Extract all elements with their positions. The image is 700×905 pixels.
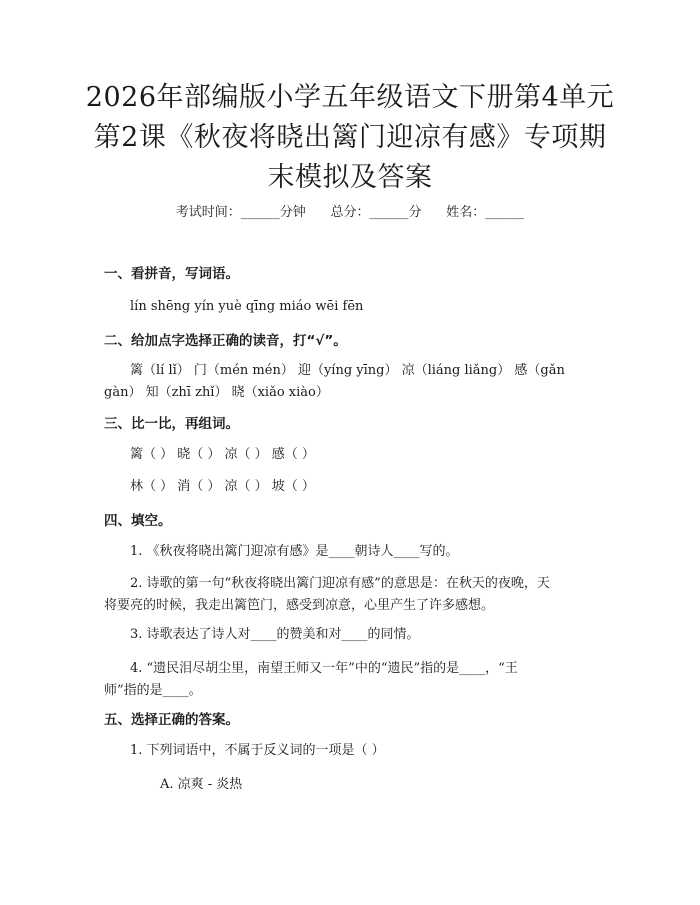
section-5-heading: 五、选择正确的答案。 [104, 712, 239, 728]
section-4-heading: 四、填空。 [104, 513, 172, 529]
section-2-heading: 二、给加点字选择正确的读音，打“√”。 [104, 333, 347, 349]
exam-meta-line: 考试时间：______分钟 总分：______分 姓名：______ [175, 205, 525, 220]
section-4-question-4-line-2: 师”指的是____。 [104, 683, 202, 698]
section-1-pinyin: lín shēng yín yuè qīng miáo wēi fēn [130, 299, 364, 314]
section-2-line-1: 篱（lí lǐ） 门（mén mén） 迎（yíng yīng） 凉（liáng liǎng） 感（gǎn [130, 363, 565, 378]
page-title [60, 78, 640, 198]
section-4-question-2-line-1: 2. 诗歌的第一句“秋夜将晓出篱门迎凉有感”的意思是：在秋天的夜晚，天 [130, 576, 550, 591]
section-3-heading: 三、比一比，再组词。 [104, 416, 239, 432]
section-5-option-a: A. 凉爽 - 炎热 [160, 777, 243, 792]
section-3-row-1: 篱（ ） 晓（ ） 凉（ ） 感（ ） [130, 447, 315, 462]
section-1-heading: 一、看拼音，写词语。 [104, 266, 239, 282]
title-line-1: 2026年部编版小学五年级语文下册第4单元 [85, 82, 615, 113]
section-4-question-4-line-1: 4. “遗民泪尽胡尘里，南望王师又一年”中的“遗民”指的是____，“王 [130, 661, 518, 676]
section-4-question-2-line-2: 将要亮的时候，我走出篱笆门，感受到凉意，心里产生了许多感想。 [104, 598, 495, 613]
section-2-line-2: gàn） 知（zhī zhǐ） 晓（xiǎo xiào） [104, 385, 329, 400]
title-line-2: 第2课《秋夜将晓出篱门迎凉有感》专项期 [93, 122, 607, 153]
section-5-question-1: 1. 下列词语中，不属于反义词的一项是（ ） [130, 743, 385, 758]
section-3-row-2: 林（ ） 消（ ） 凉（ ） 坡（ ） [130, 479, 315, 494]
section-4-question-1: 1. 《秋夜将晓出篱门迎凉有感》是____朝诗人____写的。 [130, 544, 459, 559]
section-4-question-3: 3. 诗歌表达了诗人对____的赞美和对____的同情。 [130, 627, 420, 642]
title-line-3: 末模拟及答案 [267, 162, 433, 193]
